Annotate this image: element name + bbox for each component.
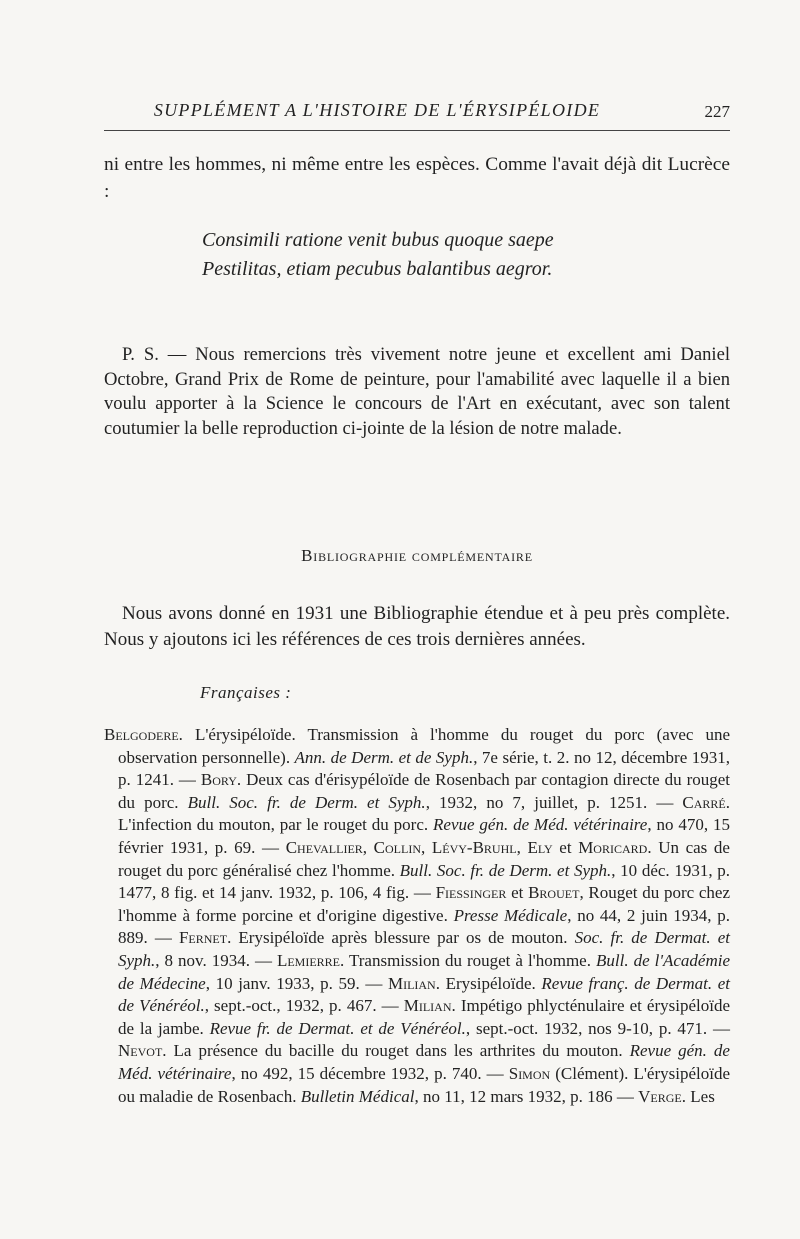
ref-text: . Un cas de rouget du porc généralisé chez l'homme. [118,837,730,880]
ref-journal: Revue fr. de Dermat. et de Vénéréol. [209,1018,466,1038]
ref-author: Fernet [178,928,228,948]
ref-text: , no 470, 15 février 1931, p. 69. — [118,815,730,857]
ref-text: . Impétigo phlycténulaire et érysipéloïde de la jambe. [118,996,730,1038]
ref-author: Carré [682,792,726,812]
ref-text: . Transmission du rouget à l'homme. [340,950,596,970]
ref-text: , no 492, 15 décembre 1932, p. 740. — [231,1063,509,1083]
ref-author: Belgodere [104,725,179,744]
ref-journal: Soc. fr. de Dermat. et Syph. [118,928,730,970]
reference-list [104,724,730,1108]
ref-text: , 1932, no 7, juillet, p. 1251. — [425,792,683,812]
ref-text: , sept.-oct. 1932, nos 9-10, p. 471. — [465,1018,731,1038]
bibliography-intro: Nous avons donné en 1931 une Bibliographie étendue et à peu près complète. Nous y ajoutons ici les références de ces trois dernières années. [104,603,730,650]
ref-text: . Erysipéloïde après blessure par os de mouton. [227,928,575,948]
running-header [104,100,730,128]
ref-text: , no 44, 2 juin 1934, p. 889. — [118,905,731,948]
ref-text: , 10 janv. 1933, p. 59. — [205,973,388,993]
ref-text: (Clément). L'érysipéloïde ou maladie de Rosenbach. [118,1063,730,1106]
ref-journal: Bulletin Médical [300,1086,415,1106]
ref-text: , no 11, 12 mars 1932, p. 186 — [414,1086,639,1106]
ref-text: , Rouget du porc chez l'homme à forme porcine et d'origine digestive. [118,883,731,925]
ref-journal: Ann. de Derm. et de Syph. [294,747,474,767]
ref-text: , 7e série, t. 2. no 12, décembre 1931, p. 1241. — [118,747,730,790]
running-title: SUPPLÉMENT A L'HISTOIRE DE L'ÉRYSIPÉLOIDE [153,100,601,120]
ref-text: . L'érysipéloïde. Transmission à l'homme du rouget du porc (avec une observation personnelle). [118,725,730,767]
latin-quote [202,226,730,284]
ref-author: Fiessinger [435,883,507,903]
ref-text: . Erysipéloïde. [435,973,542,993]
ref-journal: Revue gén. de Méd. vétérinaire [433,815,648,835]
ref-author: Bory [200,770,237,790]
ref-author: Moricard [578,837,648,857]
ref-text: . Deux cas d'érisypéloïde de Rosenbach par contagion directe du rouget du porc. [118,770,730,812]
ref-author: Brouet [528,883,580,903]
ref-text: . La présence du bacille du rouget dans les arthrites du mouton. [162,1041,630,1061]
ref-author: Simon [508,1063,551,1083]
ref-text: . L'infection du mouton, par le rouget du porc. [118,792,730,835]
ref-author: Lemierre [276,950,341,970]
ref-text: . Les [681,1086,715,1106]
subheading-francaises: Françaises : [200,683,292,702]
ref-journal: Bull. Soc. fr. de Derm. et Syph. [187,792,426,812]
ref-author: Nevot [118,1041,163,1061]
ref-journal: Bull. Soc. fr. de Derm. et Syph. [399,860,612,880]
ref-text: , sept.-oct., 1932, p. 467. — [204,996,404,1016]
header-rule [104,130,730,131]
ref-text: , 10 déc. 1931, p. 1477, 8 fig. et 14 janv. 1932, p. 106, 4 fig. — [118,860,730,903]
ref-journal: Revue franç. de Dermat. et de Vénéréol. [118,973,730,1016]
quote-line-2: Pestilitas, etiam pecubus balantibus aegror. [202,258,553,280]
ref-author: Milian [387,973,436,993]
ref-text: et [552,837,579,857]
ref-text: et [506,883,529,903]
ref-author: Chevallier, Collin, Lévy-Bruhl, Ely [285,837,553,857]
postscript-paragraph: P. S. — Nous remercions très vivement notre jeune et excellent ami Daniel Octobre, Grand Prix de Rome de peinture, pour l'amabilité avec laquelle il a bien voulu apporter à la Science le concours de l'Art en exécutant, avec son talent coutumier la belle reproduction ci-jointe de la lésion de notre malade. [104,344,730,439]
ref-author: Verge [638,1086,682,1106]
section-heading: Bibliographie complémentaire [301,546,533,565]
intro-paragraph: ni entre les hommes, ni même entre les espèces. Comme l'avait déjà dit Lucrèce : [104,154,730,202]
ref-journal: Presse Médicale [453,905,568,925]
ref-text: , 8 nov. 1934. — [155,950,277,970]
ref-author: Milian [403,996,452,1016]
ref-journal: Bull. de l'Académie de Médecine [118,950,730,993]
ref-journal: Revue gén. de Méd. vétérinaire [118,1041,730,1083]
page-number: 227 [704,102,730,121]
quote-line-1: Consimili ratione venit bubus quoque saepe [202,229,554,251]
